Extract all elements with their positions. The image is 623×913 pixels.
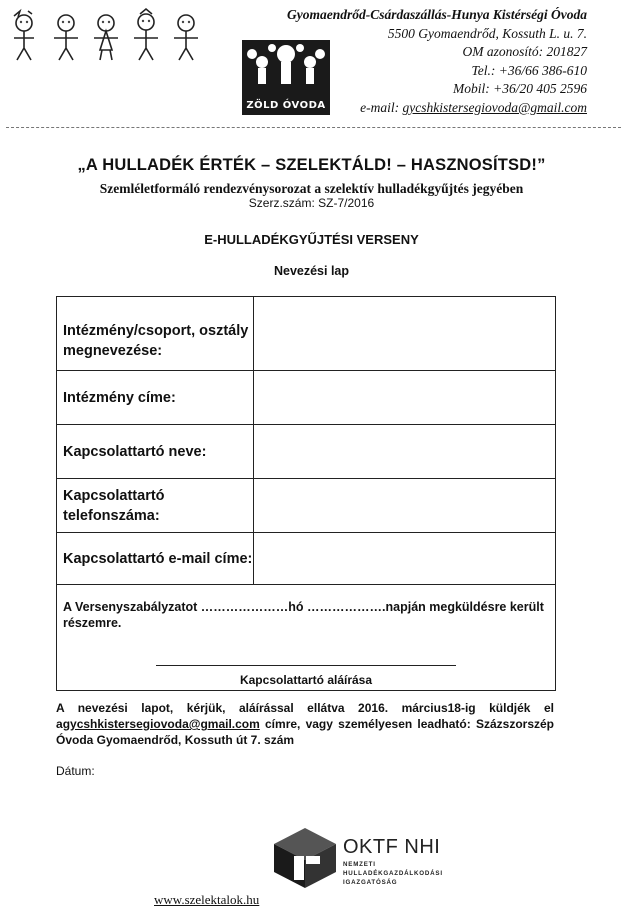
note-email-link[interactable]: gycshkistersegiovoda@gmail.com — [62, 717, 260, 731]
subtitle: Szemléletformáló rendezvénysorozat a szelektív hulladékgyűjtés jegyében — [99, 181, 524, 196]
form-row — [57, 425, 556, 479]
oktf-line-2: HULLADÉKGAZDÁLKODÁSI — [343, 870, 443, 877]
form-label: Kapcsolattartó neve: — [57, 425, 254, 479]
institution-address: 5500 Gyomaendrőd, Kossuth L. u. 7. — [387, 25, 587, 41]
form-value-field[interactable] — [254, 371, 556, 425]
form-label: Intézmény címe: — [57, 371, 254, 425]
registration-form — [56, 296, 556, 691]
signature-line[interactable] — [156, 665, 456, 666]
header-divider — [6, 127, 621, 128]
logo-text: ZÖLD ÓVODA — [246, 100, 326, 111]
oktf-logo-icon — [270, 826, 340, 890]
main-title: „A HULLADÉK ÉRTÉK – SZELEKTÁLD! – HASZNOSÍTSD!” — [77, 156, 546, 174]
form-name: Nevezési lap — [273, 264, 350, 278]
form-row — [57, 371, 556, 425]
form-label: Kapcsolattartó telefonszáma: — [57, 479, 254, 533]
oktf-line-3: IGAZGATÓSÁG — [343, 879, 398, 886]
date-label: Dátum: — [56, 764, 95, 778]
competition-title: E-HULLADÉKGYŰJTÉSI VERSENY — [204, 232, 419, 247]
contract-number: Szerz.szám: SZ-7/2016 — [248, 196, 375, 210]
phone: Tel.: +36/66 386-610 — [471, 62, 587, 78]
email-link[interactable]: gycshkistersegiovoda@gmail.com — [402, 99, 587, 115]
submission-note — [56, 700, 554, 748]
form-row — [57, 479, 556, 533]
signature-label: Kapcsolattartó aláírása — [239, 673, 373, 687]
email-line — [287, 99, 587, 118]
institution-name: Gyomaendrőd-Csárdaszállás-Hunya Kistérségi Óvoda — [286, 7, 587, 22]
children-illustration — [6, 8, 218, 62]
signature-section — [57, 585, 556, 691]
oktf-name: OKTF NHI — [343, 836, 441, 858]
form-label: Kapcsolattartó e-mail címe: — [57, 533, 254, 585]
om-id: OM azonosító: 201827 — [462, 44, 587, 60]
note-text-before: A nevezési lapot, kérjük, aláírással ellátva 2016. március18-ig küldjék el a — [56, 701, 554, 731]
form-row — [57, 533, 556, 585]
form-value-field[interactable] — [254, 297, 556, 371]
form-row — [57, 297, 556, 371]
oktf-subtitle — [343, 860, 443, 887]
rules-statement: A Versenyszabályzatot …………………hó ……………….napján megküldésre került részemre. — [63, 600, 544, 630]
email-label: e-mail: — [360, 99, 400, 115]
website-link[interactable]: www.szelektalok.hu — [154, 892, 260, 907]
form-value-field[interactable] — [254, 479, 556, 533]
form-row-signature — [57, 585, 556, 691]
oktf-line-1: NEMZETI — [343, 861, 376, 868]
institution-header — [287, 6, 587, 118]
mobile: Mobil: +36/20 405 2596 — [453, 81, 587, 97]
form-value-field[interactable] — [254, 533, 556, 585]
note-text-after: címre, vagy személyesen leadható: Százszorszép Óvoda Gyomaendrőd, Kossuth út 7. szám — [56, 717, 554, 747]
form-label: Intézmény/csoport, osztály megnevezése: — [57, 297, 254, 371]
form-value-field[interactable] — [254, 425, 556, 479]
